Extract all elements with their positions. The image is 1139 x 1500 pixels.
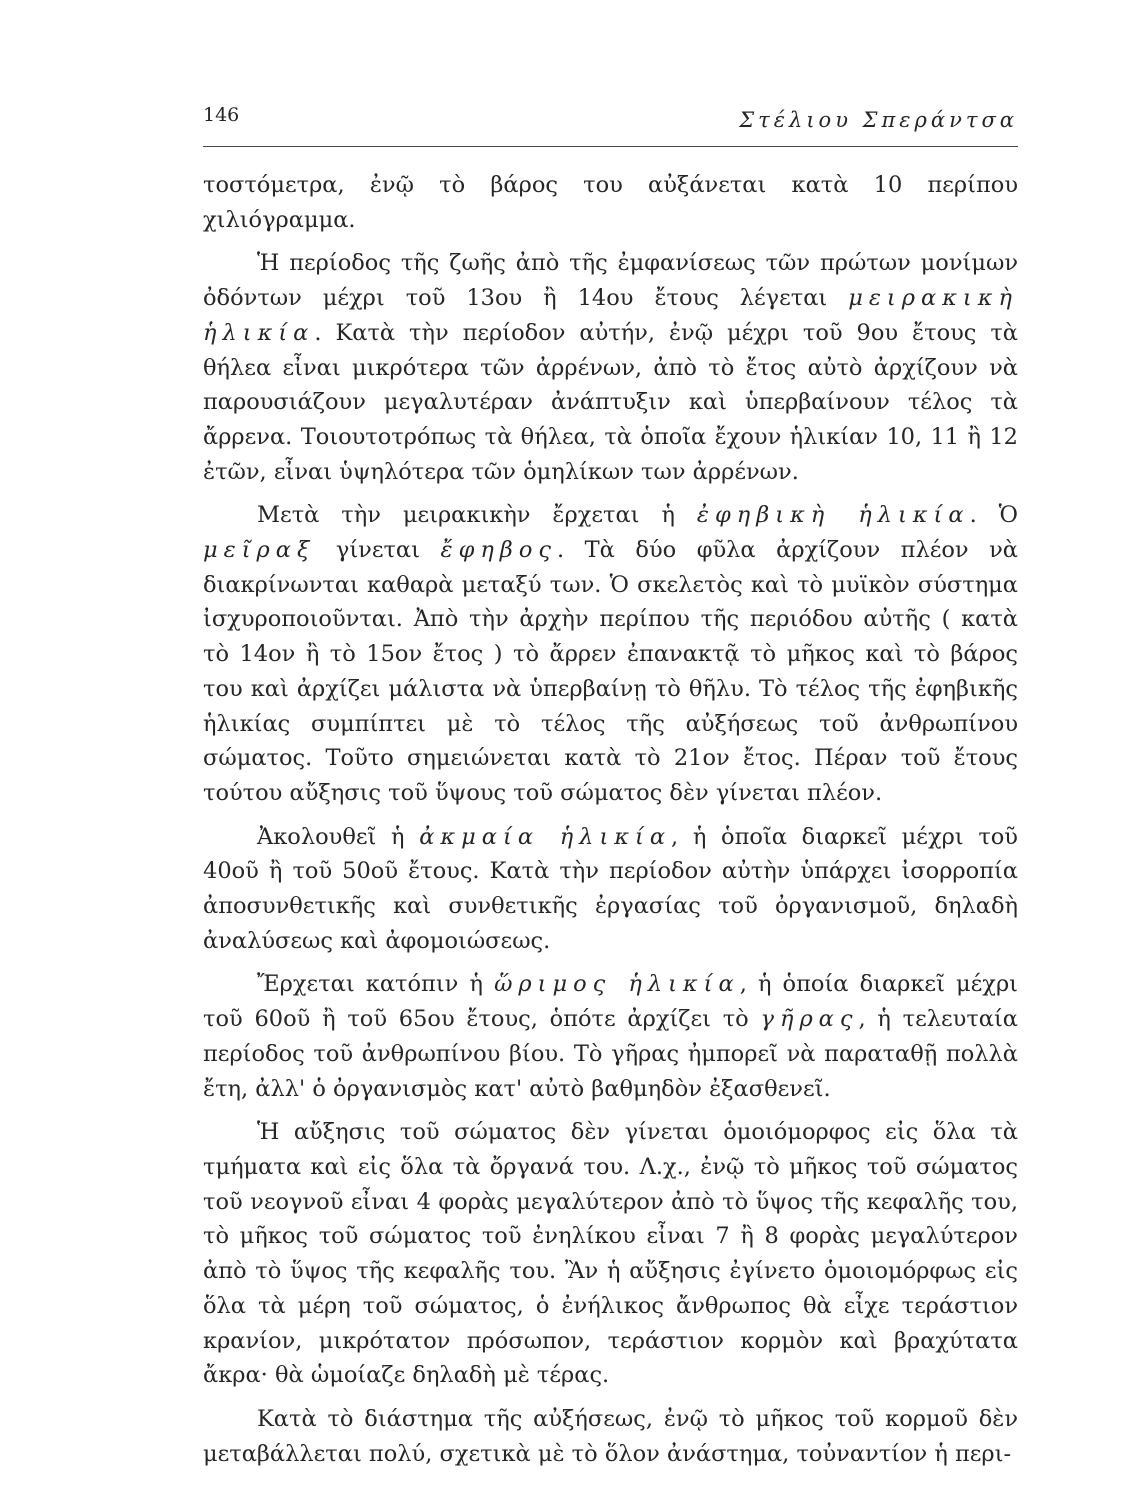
text-run: , ἡ ὁποία διαρκεῖ μέχρι τοῦ 60οῦ ἢ τοῦ 65ου ἔτους, ὁπότε ἀρχίζει τὸ: [203, 971, 1018, 1033]
text-run: Ἀκολουθεῖ ἡ: [257, 823, 420, 850]
spaced-term: ἔφηβος: [440, 537, 557, 564]
text-run: γίνεται: [315, 537, 441, 564]
paragraph: [203, 498, 1018, 810]
spaced-term: γῆρας: [760, 1006, 859, 1033]
paragraph: [203, 1115, 1018, 1393]
body-text: [203, 168, 1018, 1471]
paragraph: [203, 246, 1018, 489]
text-run: . Τὰ δύο φῦλα ἀρχίζουν πλέον νὰ διακρίνωνται καθαρὰ μεταξύ των. Ὁ σκελετὸς καὶ τὸ μυϊκὸν σύστημα ἰσχυροποιοῦνται. Ἀπὸ τὴν ἀρχὴν περίπου τῆς περιόδου αὐτῆς ( κατὰ τὸ 14ον ἢ τὸ 15ον ἔτος ) τὸ ἄρρεν ἐπανακτᾷ τὸ μῆκος καὶ τὸ βάρος του καὶ ἀρχίζει μάλιστα νὰ ὑπερβαίνῃ τὸ θῆλυ. Τὸ τέλος τῆς ἐφηβικῆς ἡλικίας συμπίπτει μὲ τὸ τέλος τῆς αὐξήσεως τοῦ ἀνθρωπίνου σώματος. Τοῦτο σημειώνεται κατὰ τὸ 21ον ἔτος. Πέραν τοῦ ἔτους τούτου αὔξησις τοῦ ὕψους τοῦ σώματος δὲν γίνεται πλέον.: [203, 537, 1018, 806]
paragraph: [203, 820, 1018, 959]
spaced-term: μεῖραξ: [203, 537, 316, 564]
page-header: [203, 98, 1018, 147]
text-run: , ἡ ὁποῖα διαρκεῖ μέχρι τοῦ 40οῦ ἢ τοῦ 50οῦ ἔτους. Κατὰ τὴν περίοδον αὐτὴν ὑπάρχει ἰσορροπία ἀποσυνθετικῆς καὶ συνθετικῆς ἐργασίας τοῦ ὀργανισμοῦ, δηλαδὴ ἀναλύσεως καὶ ἀφομοιώσεως.: [203, 823, 1018, 954]
page-number: 146: [203, 104, 240, 126]
text-run: Μετὰ τὴν μειρακικὴν ἔρχεται ἡ: [257, 502, 697, 529]
spaced-term: ἀκμαία ἡλικία: [419, 823, 672, 850]
text-run: . Ὁ: [969, 502, 1019, 529]
text-run: Ἔρχεται κατόπιν ἡ: [257, 971, 495, 998]
spaced-term: ὥριμος ἡλικία: [494, 971, 740, 998]
spaced-term: μειρακικὴ ἡλικία: [203, 285, 1018, 346]
paragraph: [203, 1402, 1018, 1471]
running-title: Στέλιου Σπεράντσα: [739, 108, 1018, 132]
paragraph: [203, 168, 1018, 237]
text-run: τοστόμετρα, ἐνῷ τὸ βάρος του αὐξάνεται κατὰ 10 περίπου χιλιόγραμμα.: [203, 172, 1018, 233]
spaced-term: ἐφηβικὴ ἡλικία: [696, 502, 970, 529]
text-run: . Κατὰ τὴν περίοδον αὐτήν, ἐνῷ μέχρι τοῦ 9ου ἔτους τὰ θήλεα εἶναι μικρότερα τῶν ἀρρένων, ἀπὸ τὸ ἔτος αὐτὸ ἀρχίζουν νὰ παρουσιάζουν μεγαλυτέραν ἀνάπτυξιν καὶ ὑπερβαίνουν τέλος τὰ ἄρρενα. Τοιουτοτρόπως τὰ θήλεα, τὰ ὁποῖα ἔχουν ἡλικίαν 10, 11 ἢ 12 ἐτῶν, εἶναι ὑψηλότερα τῶν ὁμηλίκων των ἀρρένων.: [203, 319, 1018, 485]
text-run: Κατὰ τὸ διάστημα τῆς αὐξήσεως, ἐνῷ τὸ μῆκος τοῦ κορμοῦ δὲν μεταβάλλεται πολύ, σχετικὰ μὲ τὸ ὅλον ἀνάστημα, τοὐναντίον ἡ περι-: [203, 1405, 1018, 1467]
text-run: Ἡ περίοδος τῆς ζωῆς ἀπὸ τῆς ἐμφανίσεως τῶν πρώτων μονίμων ὀδόντων μέχρι τοῦ 13ου ἢ 14ου ἔτους λέγεται: [203, 250, 1018, 312]
text-run: Ἡ αὔξησις τοῦ σώματος δὲν γίνεται ὁμοιόμορφος εἰς ὅλα τὰ τμήματα καὶ εἰς ὅλα τὰ ὄργανά του. Λ.χ., ἐνῷ τὸ μῆκος τοῦ σώματος τοῦ νεογνοῦ εἶναι 4 φορὰς μεγαλύτερον ἀπὸ τὸ ὕψος τῆς κεφαλῆς του, τὸ μῆκος τοῦ σώματος τοῦ ἐνηλίκου εἶναι 7 ἢ 8 φορὰς μεγαλύτερον ἀπὸ τὸ ὕψος τῆς κεφαλῆς του. Ἂν ἡ αὔξησις ἐγίνετο ὁμοιομόρφως εἰς ὅλα τὰ μέρη τοῦ σώματος, ὁ ἐνήλικος ἄνθρωπος θὰ εἶχε τεράστιον κρανίον, μικρότατον πρόσωπον, τεράστιον κορμὸν καὶ βραχύτατα ἄκρα· θὰ ὡμοίαζε δηλαδὴ μὲ τέρας.: [203, 1119, 1018, 1389]
text-run: , ἡ τελευταία περίοδος τοῦ ἀνθρωπίνου βίου. Τὸ γῆρας ἠμπορεῖ νὰ παραταθῇ πολλὰ ἔτη, ἀλλ' ὁ ὀργανισμὸς κατ' αὐτὸ βαθμηδὸν ἐξασθενεῖ.: [203, 1006, 1019, 1102]
paragraph: [203, 967, 1018, 1106]
